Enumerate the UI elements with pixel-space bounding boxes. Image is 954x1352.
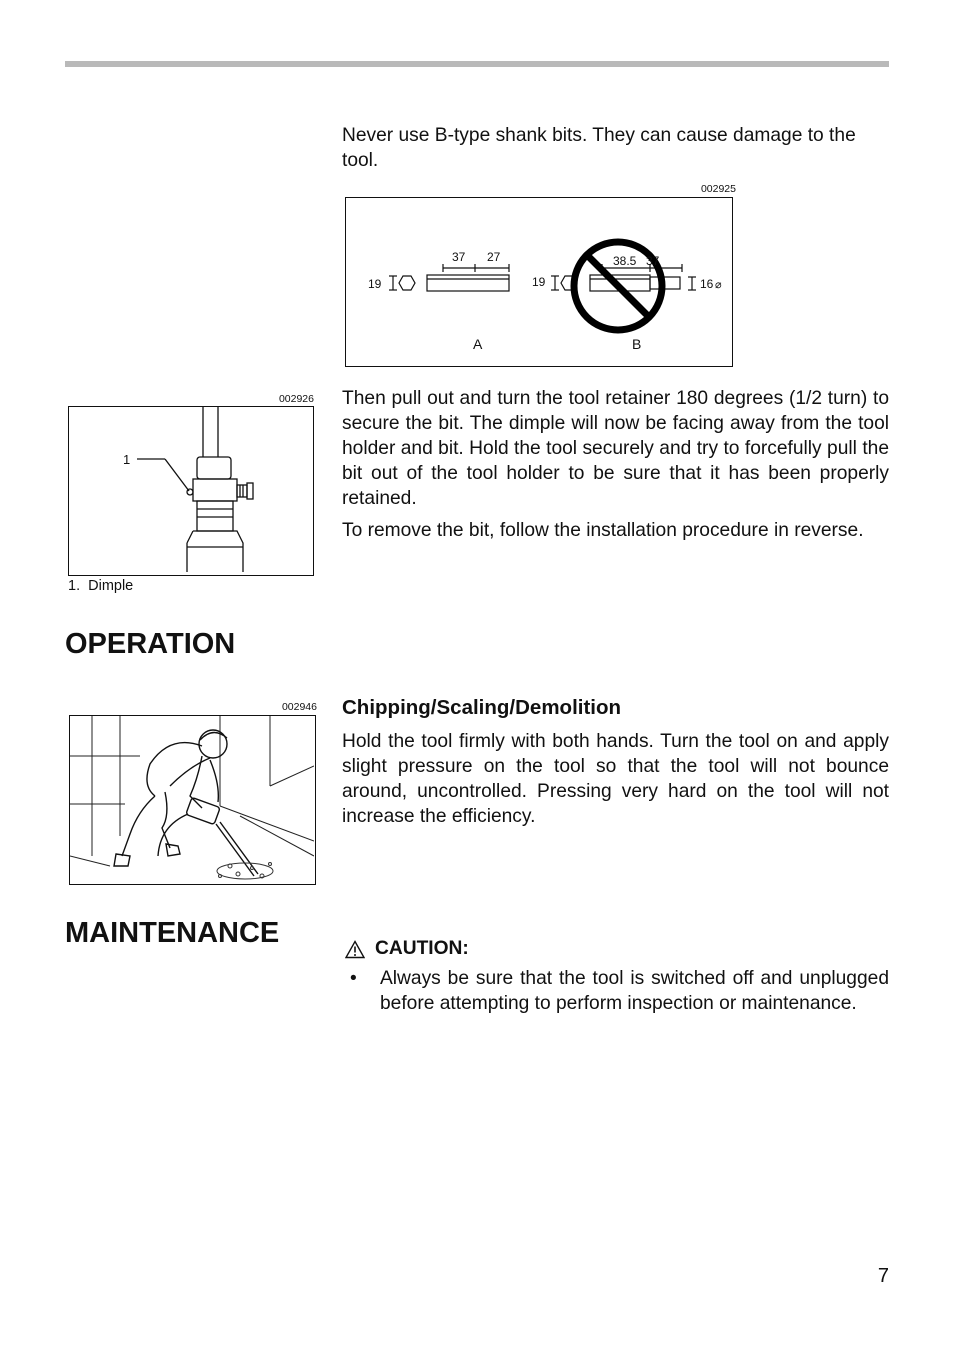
chipping-subheading: Chipping/Scaling/Demolition: [342, 696, 622, 719]
operation-heading: OPERATION: [65, 628, 236, 660]
label-b: B: [632, 336, 642, 352]
b-len1: 38.5: [613, 254, 637, 268]
a-hex-size: 19: [368, 277, 382, 291]
caution-line: [345, 937, 469, 961]
a-len2: 27: [487, 250, 501, 264]
caption-text: Dimple: [88, 578, 134, 594]
b-hex-size: 19: [532, 275, 546, 289]
figure-code-shank: 002925: [700, 183, 736, 195]
bullet-symbol: •: [350, 968, 357, 989]
remove-bit-paragraph: To remove the bit, follow the installation procedure in reverse.: [342, 520, 864, 541]
retainer-paragraph: Then pull out and turn the tool retainer 180 degrees (1/2 turn) to secure the bit. The dimple will now be facing away from the tool holder and bit. Hold the tool securely and try to forcefully pull the bit out of the tool holder to be sure that it has been properly retained.: [342, 388, 889, 509]
b-diameter: 16: [700, 277, 714, 291]
figure-code-dimple: 002926: [278, 393, 314, 405]
label-a: A: [473, 336, 483, 352]
operation-figure: [69, 715, 316, 885]
diameter-symbol: ⌀: [715, 279, 722, 291]
intro-paragraph: Never use B-type shank bits. They can cause damage to the tool.: [342, 125, 856, 171]
dimple-caption: [68, 577, 133, 595]
dimple-figure: [68, 406, 314, 576]
caution-bullet-text: Always be sure that the tool is switched off and unplugged before attempting to perform inspection or maintenance.: [380, 968, 889, 1014]
maintenance-heading: MAINTENANCE: [65, 917, 280, 949]
caution-bullet: [342, 966, 889, 1016]
caption-number: 1.: [68, 578, 81, 594]
page-number: 7: [877, 1265, 889, 1287]
b-len2: 37: [646, 254, 660, 268]
dimple-callout-number: 1: [123, 452, 131, 467]
chipping-paragraph: Hold the tool firmly with both hands. Turn the tool on and apply slight pressure on the tool so that the tool will not bounce around, uncontrolled. Pressing very hard on the tool will not increase the efficiency.: [342, 731, 889, 827]
figure-code-operation: 002946: [281, 701, 317, 713]
caution-label: CAUTION:: [375, 938, 469, 959]
a-len1: 37: [452, 250, 466, 264]
shank-figure: [345, 197, 733, 367]
header-rule: [65, 61, 889, 67]
warning-triangle-icon: [345, 940, 365, 959]
